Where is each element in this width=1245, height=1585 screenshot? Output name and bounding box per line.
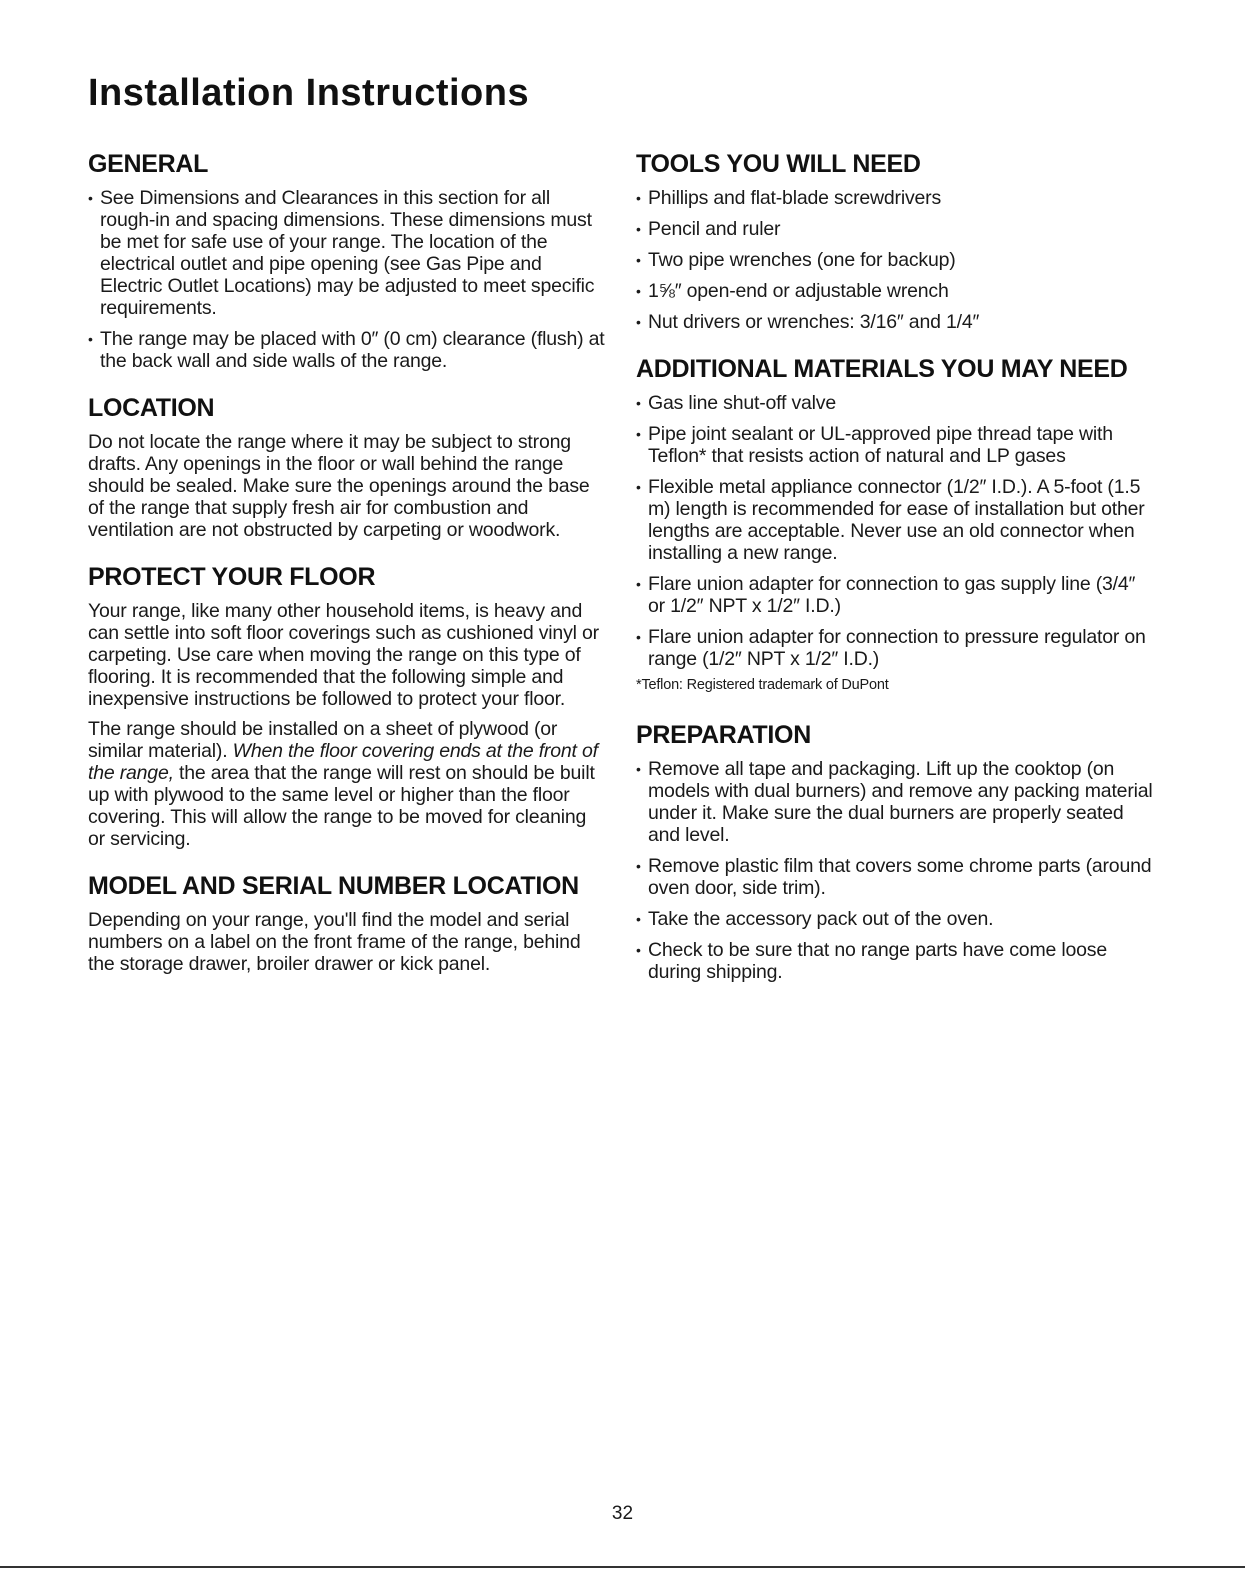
right-column: [636, 150, 1156, 1005]
list-item: • Check to be sure that no range parts have come loose during shipping.: [636, 939, 1156, 983]
list-item: • Gas line shut-off valve: [636, 392, 1156, 414]
section-general: [88, 150, 608, 372]
teflon-footnote: *Teflon: Registered trademark of DuPont: [636, 677, 889, 693]
general-list: [88, 187, 608, 372]
section-heading-location: LOCATION: [88, 394, 215, 422]
list-item: • Nut drivers or wrenches: 3/16″ and 1/4″: [636, 311, 1156, 333]
list-item: • Two pipe wrenches (one for backup): [636, 249, 1156, 271]
list-item: • Flare union adapter for connection to pressure regulator on range (1/2″ NPT x 1/2″ I.D.): [636, 626, 1156, 670]
section-heading-preparation: PREPARATION: [636, 721, 811, 749]
preparation-list: [636, 758, 1156, 983]
section-heading-model-serial: MODEL AND SERIAL NUMBER LOCATION: [88, 872, 579, 900]
list-item: • Phillips and flat-blade screwdrivers: [636, 187, 1156, 209]
protect-floor-p2-italic: When the floor covering ends at the front of the range,: [88, 740, 598, 784]
list-item: • 1⅝″ open-end or adjustable wrench: [636, 280, 1156, 302]
protect-floor-paragraph-1: Your range, like many other household items, is heavy and can settle into soft floor coverings such as cushioned vinyl or carpeting. Use care when moving the range on this type of flooring. It is recommended that the following simple and inexpensive instructions be followed to protect your floor.: [88, 600, 599, 710]
list-item: • Flexible metal appliance connector (1/2″ I.D.). A 5-foot (1.5 m) length is recommended for ease of installation but other lengths are acceptable. Never use an old connector when installing a new range.: [636, 476, 1156, 564]
list-item: • Remove plastic film that covers some chrome parts (around oven door, side trim).: [636, 855, 1156, 899]
list-item: • See Dimensions and Clearances in this section for all rough-in and spacing dimensions. These dimensions must be met for safe use of your range. The location of the electrical outlet and pipe opening (see Gas Pipe and Electric Outlet Locations) may be adjusted to meet specific requirements.: [88, 187, 608, 319]
list-item: • Pipe joint sealant or UL-approved pipe thread tape with Teflon* that resists action of natural and LP gases: [636, 423, 1156, 467]
list-item: • Remove all tape and packaging. Lift up the cooktop (on models with dual burners) and remove any packing material under it. Make sure the dual burners are properly seated and level.: [636, 758, 1156, 846]
list-item: • Pencil and ruler: [636, 218, 1156, 240]
location-paragraph: Do not locate the range where it may be subject to strong drafts. Any openings in the floor or wall behind the range should be sealed. Make sure the openings around the base of the range that supply fresh air for combustion and ventilation are not obstructed by carpeting or woodwork.: [88, 431, 590, 541]
page-number: 32: [611, 1503, 634, 1524]
section-heading-tools: TOOLS YOU WILL NEED: [636, 150, 921, 178]
section-protect-floor: [88, 563, 608, 850]
additional-materials-list: [636, 392, 1156, 670]
section-location: [88, 394, 608, 541]
section-preparation: [636, 721, 1156, 983]
list-item: • Take the accessory pack out of the oven.: [636, 908, 1156, 930]
section-heading-additional-materials: ADDITIONAL MATERIALS YOU MAY NEED: [636, 355, 1128, 383]
model-serial-paragraph: Depending on your range, you'll find the model and serial numbers on a label on the front frame of the range, behind the storage drawer, broiler drawer or kick panel.: [88, 909, 581, 975]
section-model-serial: [88, 872, 608, 975]
section-heading-protect-floor: PROTECT YOUR FLOOR: [88, 563, 376, 591]
section-tools: [636, 150, 1156, 333]
section-heading-general: GENERAL: [88, 150, 209, 178]
list-item: • The range may be placed with 0″ (0 cm) clearance (flush) at the back wall and side walls of the range.: [88, 328, 608, 372]
left-column: [88, 150, 608, 997]
protect-floor-paragraph-2: [88, 718, 608, 850]
list-item: • Flare union adapter for connection to gas supply line (3/4″ or 1/2″ NPT x 1/2″ I.D.): [636, 573, 1156, 617]
tools-list: [636, 187, 1156, 333]
protect-floor-p2-start: The range should be installed on a sheet of plywood (or similar material).: [88, 718, 558, 762]
section-additional-materials: [636, 355, 1156, 693]
bottom-rule: [0, 1566, 1245, 1568]
protect-floor-p2-end: the area that the range will rest on should be built up with plywood to the same level or higher than the floor covering. This will allow the range to be moved for cleaning or servicing.: [88, 762, 595, 850]
page-title: Installation Instructions: [88, 72, 530, 114]
